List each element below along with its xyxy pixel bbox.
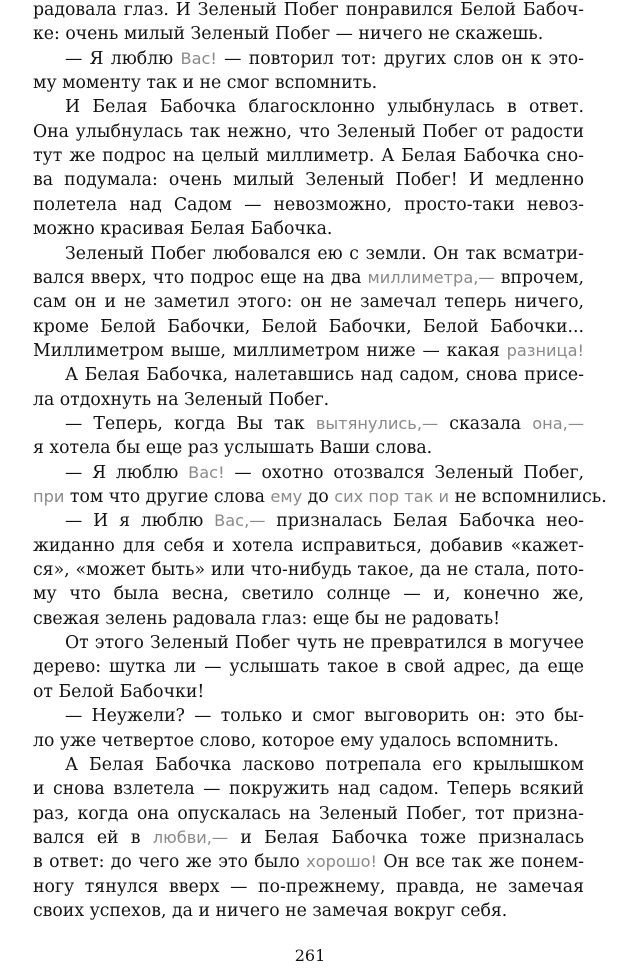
text-line: вался вверх, что подрос еще на два миллиметра,— впрочем, — [33, 267, 584, 288]
text-line: своих успехов, да и ничего не замечая вокруг себя. — [33, 900, 508, 921]
text-line: И Белая Бабочка благосклонно улыбнулась в ответ. — [65, 97, 584, 118]
text-line: тут же подрос на целый миллиметр. А Белая Бабочка сно- — [33, 146, 584, 167]
text-line: От этого Зеленый Побег чуть не превратился в могучее — [65, 633, 584, 654]
text-line: в ответ: до чего же это было хорошо! Он все так же понем- — [33, 852, 584, 873]
text-line: дерево: шутка ли — услышать такое в свой адрес, да еще — [33, 657, 584, 678]
text-line: от Белой Бабочки! — [33, 681, 205, 702]
text-line: му моменту так и не смог вспомнить. — [33, 73, 378, 94]
text-line: — И я люблю Вас,— призналась Белая Бабочка нео- — [65, 511, 584, 532]
text-line: кроме Белой Бабочки, Белой Бабочки, Белой Бабочки... — [33, 316, 584, 337]
text-line: Миллиметром выше, миллиметром ниже — какая разница! — [33, 340, 584, 361]
text-line: сам он и не заметил этого: он не замечал теперь ничего, — [33, 292, 584, 313]
text-line: ла отдохнуть на Зеленый Побег. — [33, 389, 330, 410]
text-line: ло уже четвертое слово, которое ему удалось вспомнить. — [33, 730, 559, 751]
page-number: 261 — [294, 946, 326, 965]
text-line: можно красивая Белая Бабочка. — [33, 219, 333, 240]
text-line: ке: очень милый Зеленый Побег — ничего не скажешь. — [33, 24, 544, 45]
text-line: — Теперь, когда Вы так вытянулись,— сказала она,— — [65, 413, 585, 434]
text-line: и снова взлетела — покружить над садом. Теперь всякий — [33, 779, 584, 800]
text-line: свежая зелень радовала глаз: еще бы не радовать! — [33, 608, 501, 629]
text-line: жиданно для себя и хотела исправиться, добавив «кажет- — [33, 535, 584, 556]
text-line: полетела над Садом — невозможно, просто-таки невоз- — [33, 194, 584, 215]
text-line: Зеленый Побег любовался ею с земли. Он так всматри- — [65, 243, 584, 264]
text-line: — Я люблю Вас! — охотно отозвался Зеленый Побег, — [65, 462, 584, 483]
text-line: я хотела бы еще раз услышать Ваши слова. — [33, 438, 433, 459]
text-line: А Белая Бабочка, налетавшись над садом, снова присе- — [65, 365, 584, 386]
text-line: А Белая Бабочка ласково потрепала его крылышком — [65, 754, 584, 775]
text-line: ва подумала: очень милый Зеленый Побег! И медленно — [33, 170, 584, 191]
text-line: раз, когда она опускалась на Зеленый Побег, тот призна- — [33, 803, 584, 824]
text-line: при том что другие слова ему до сих пор так и не вспомнились. — [33, 487, 607, 507]
text-line: ся», «может быть» или что-нибудь такое, да не стала, пото- — [33, 560, 584, 581]
text-line: вался ей в любви,— и Белая Бабочка тоже призналась — [33, 827, 584, 848]
text-line: Она улыбнулась так нежно, что Зеленый Побег от радости — [33, 121, 584, 142]
text-line: — Неужели? — только и смог выговорить он: это бы- — [65, 706, 584, 727]
text-line: ногу тянулся вверх — по-прежнему, правда, не замечая — [33, 876, 584, 897]
text-line: радовала глаз. И Зеленый Побег понравился Белой Бабоч- — [33, 0, 584, 20]
text-line: — Я люблю Вас! — повторил тот: других слов он к это- — [65, 48, 584, 69]
text-line: му что была весна, светило солнце — и, конечно же, — [33, 584, 584, 605]
